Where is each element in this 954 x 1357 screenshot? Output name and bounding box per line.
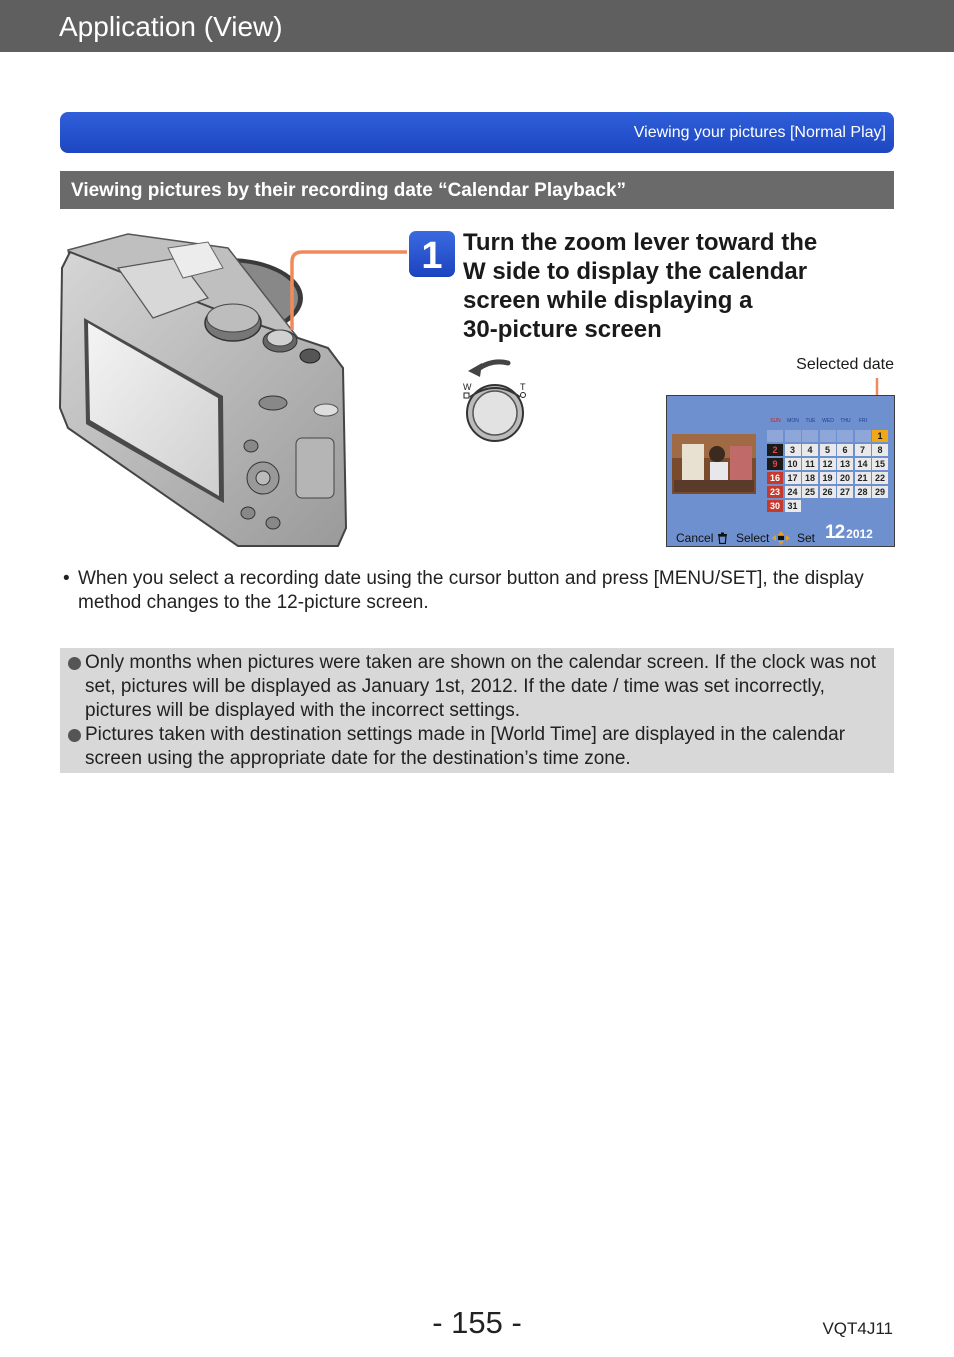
- calendar-cell[interactable]: 15: [872, 458, 888, 470]
- calendar-cell[interactable]: 12: [820, 458, 836, 470]
- calendar-cell[interactable]: 22: [872, 472, 888, 484]
- weekday-label: MON: [787, 418, 799, 424]
- note-paragraph: [63, 567, 893, 615]
- trash-icon: [717, 532, 728, 544]
- calendar-cell[interactable]: 10: [785, 458, 801, 470]
- cancel-label[interactable]: Cancel: [676, 531, 714, 545]
- bullet-dot-icon: [68, 657, 81, 670]
- header-bar: [0, 0, 954, 52]
- calendar-cell[interactable]: 3: [785, 444, 801, 456]
- step-line: W side to display the calendar: [463, 258, 808, 285]
- calendar-cell[interactable]: 21: [855, 472, 871, 484]
- calendar-cell[interactable]: 8: [872, 444, 888, 456]
- camera-illustration: [58, 228, 350, 550]
- calendar-cell[interactable]: 18: [802, 472, 818, 484]
- weekday-label: SUN: [770, 418, 781, 424]
- calendar-cell[interactable]: 28: [855, 486, 871, 498]
- calendar-cell[interactable]: 11: [802, 458, 818, 470]
- selected-date-label: Selected date: [796, 356, 894, 373]
- zoom-w-label: W: [463, 382, 472, 392]
- notes-box: [60, 648, 894, 773]
- step-line: 30-picture screen: [463, 316, 662, 343]
- year-number: 2012: [846, 527, 873, 541]
- calendar-cell[interactable]: 25: [802, 486, 818, 498]
- bullet-dot-icon: [68, 729, 81, 742]
- step-instruction: [463, 228, 883, 344]
- month-number: 12: [825, 522, 845, 543]
- calendar-cell-empty: [767, 430, 783, 442]
- calendar-cell[interactable]: 13: [837, 458, 853, 470]
- lcd-button-guide: [667, 529, 895, 547]
- notes-item-text: Only months when pictures were taken are shown on the calendar screen. If the clock was not set, pictures will be displayed as January 1st, 2012. If the date / time was set incorrectly, pictures will be displayed with the incorrect settings.: [85, 652, 877, 721]
- notes-item: [68, 723, 888, 771]
- calendar-cell[interactable]: 9: [767, 458, 783, 470]
- calendar-cell[interactable]: 19: [820, 472, 836, 484]
- calendar-cell[interactable]: 4: [802, 444, 818, 456]
- calendar-cell[interactable]: 26: [820, 486, 836, 498]
- bullet-mark: •: [63, 568, 70, 589]
- calendar-cell[interactable]: 16: [767, 472, 783, 484]
- breadcrumb[interactable]: Viewing your pictures [Normal Play]: [633, 124, 886, 141]
- calendar-cell[interactable]: 27: [837, 486, 853, 498]
- calendar-cell[interactable]: 29: [872, 486, 888, 498]
- weekday-label: WED: [822, 418, 834, 424]
- breadcrumb-bar: [60, 112, 894, 153]
- calendar-cell-empty: [802, 430, 818, 442]
- calendar-cell-empty: [785, 430, 801, 442]
- document-code: VQT4J11: [822, 1319, 893, 1338]
- weekday-header: [767, 418, 889, 428]
- calendar-cell[interactable]: 20: [837, 472, 853, 484]
- calendar-cell-empty: [855, 430, 871, 442]
- calendar-cell-selected[interactable]: 1: [872, 430, 888, 442]
- step-number: 1: [421, 235, 443, 277]
- page-number: - 155 -: [432, 1305, 522, 1340]
- calendar-cell[interactable]: 7: [855, 444, 871, 456]
- calendar-cell[interactable]: 23: [767, 486, 783, 498]
- calendar-lcd-screen: [666, 395, 895, 547]
- calendar-cell[interactable]: 30: [767, 500, 783, 512]
- step-number-badge: [409, 231, 455, 277]
- calendar-cell[interactable]: 24: [785, 486, 801, 498]
- calendar-cell[interactable]: 31: [785, 500, 801, 512]
- zoom-t-label: T: [520, 382, 526, 392]
- step-line: screen while displaying a: [463, 287, 753, 314]
- weekday-label: TUE: [805, 418, 816, 424]
- select-label[interactable]: Select: [736, 531, 770, 545]
- notes-item: [68, 651, 888, 723]
- arrow-left-icon: [468, 363, 482, 377]
- calendar-cell-empty: [820, 430, 836, 442]
- weekday-label: FRI: [858, 418, 868, 424]
- calendar-cell[interactable]: 5: [820, 444, 836, 456]
- calendar-cell[interactable]: 14: [855, 458, 871, 470]
- calendar-cell[interactable]: 6: [837, 444, 853, 456]
- calendar-cell[interactable]: 17: [785, 472, 801, 484]
- section-title: Viewing pictures by their recording date “Calendar Playback”: [71, 180, 627, 201]
- thumbnail-photo: [672, 434, 756, 494]
- weekday-label: THU: [840, 418, 851, 424]
- calendar-cell-empty: [837, 430, 853, 442]
- calendar-cell[interactable]: 2: [767, 444, 783, 456]
- set-label[interactable]: Set: [797, 531, 816, 545]
- step-line: Turn the zoom lever toward the: [463, 229, 818, 256]
- section-heading: [60, 171, 894, 209]
- cursor-button-icon: [772, 531, 790, 545]
- notes-item-text: Pictures taken with destination settings made in [World Time] are displayed in the calendar screen using the appropriate date for the destination’s time zone.: [85, 724, 846, 769]
- note-text: When you select a recording date using the cursor button and press [MENU/SET], the display method changes to the 12-picture screen.: [78, 568, 864, 613]
- zoom-lever-illustration: [456, 355, 536, 445]
- page-title: Application (View): [59, 11, 283, 42]
